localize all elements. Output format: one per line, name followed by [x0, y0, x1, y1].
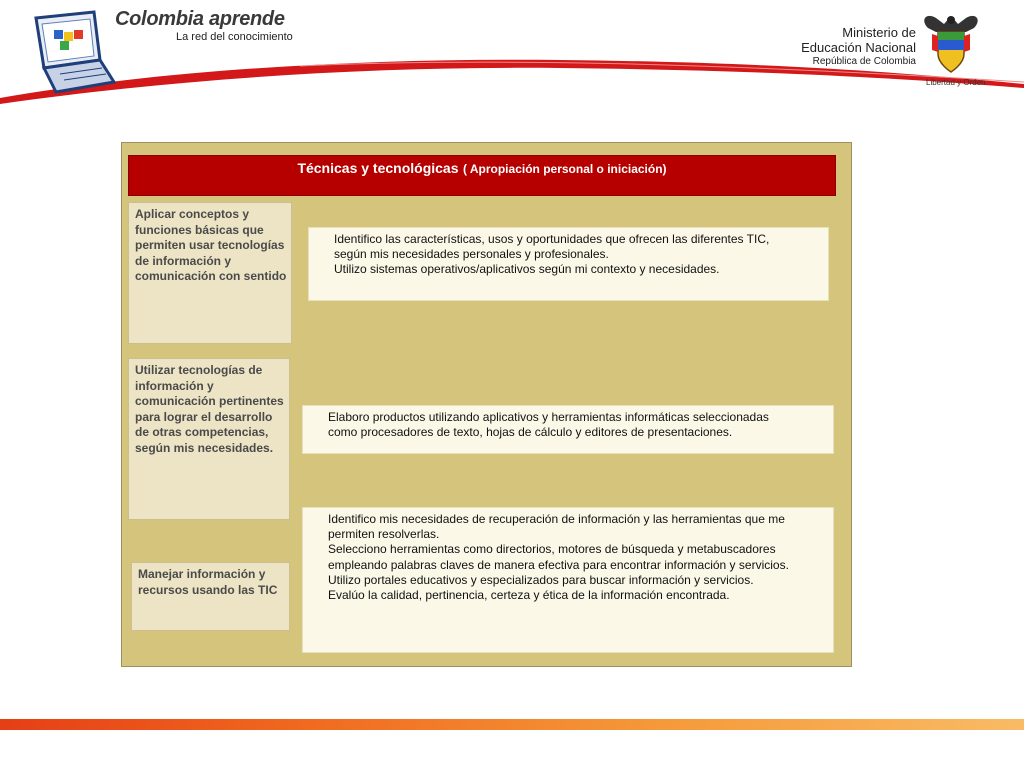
description-line: Selecciono herramientas como directorios, motores de búsqueda y metabuscadores: [328, 542, 776, 557]
description-line: Evalúo la calidad, pertinencia, certeza y ética de la información encontrada.: [328, 588, 730, 603]
description-line: Elaboro productos utilizando aplicativos y herramientas informáticas seleccionadas: [328, 410, 769, 424]
title-bar: [128, 155, 836, 196]
ministry-text: [801, 25, 916, 69]
description-line: Identifico las características, usos y oportunidades que ofrecen las diferentes TIC,: [334, 232, 770, 246]
footer-gradient-bar: [0, 719, 1024, 730]
slide-title: Técnicas y tecnológicas: [297, 160, 459, 176]
description-line: Utilizo portales educativos y especializados para buscar información y servicios.: [328, 572, 754, 587]
slide-subtitle: ( Apropiación personal o iniciación): [462, 162, 667, 176]
ministry-line-2: Educación Nacional: [801, 40, 916, 55]
description-box-1: [308, 227, 829, 301]
description-line: según mis necesidades personales y profesionales.: [334, 247, 609, 262]
page-header: [0, 0, 1024, 110]
ministry-line-1: Ministerio de: [842, 25, 916, 40]
brand-title: Colombia aprende: [115, 8, 285, 30]
ministry-line-3: República de Colombia: [812, 56, 916, 67]
description-line: Utilizo sistemas operativos/aplicativos según mi contexto y necesidades.: [334, 262, 720, 277]
coat-of-arms-icon: [920, 10, 982, 80]
competency-box-1: Aplicar conceptos y funciones básicas que permiten usar tecnologías de información y comunicación con sentido: [128, 202, 292, 344]
brand-subtitle: La red del conocimiento: [176, 31, 293, 43]
competency-panel: [121, 142, 852, 667]
description-box-2: [302, 405, 834, 454]
computer-logo-icon: [30, 8, 120, 94]
description-line: como procesadores de texto, hojas de cálculo y editores de presentaciones.: [328, 425, 733, 440]
description-line: Identifico mis necesidades de recuperación de información y las herramientas que me: [328, 512, 785, 526]
description-line: permiten resolverlas.: [328, 527, 440, 542]
description-line: empleando palabras claves de manera efectiva para encontrar información y servicios.: [328, 557, 789, 572]
competency-box-2: Utilizar tecnologías de información y comunicación pertinentes para lograr el desarrollo de otras competencias, según mis necesidades.: [128, 358, 290, 520]
description-box-3: [302, 507, 834, 653]
motto-text: Libertad y Orden: [926, 78, 986, 87]
competency-box-3: Manejar información y recursos usando las TIC: [131, 562, 290, 631]
